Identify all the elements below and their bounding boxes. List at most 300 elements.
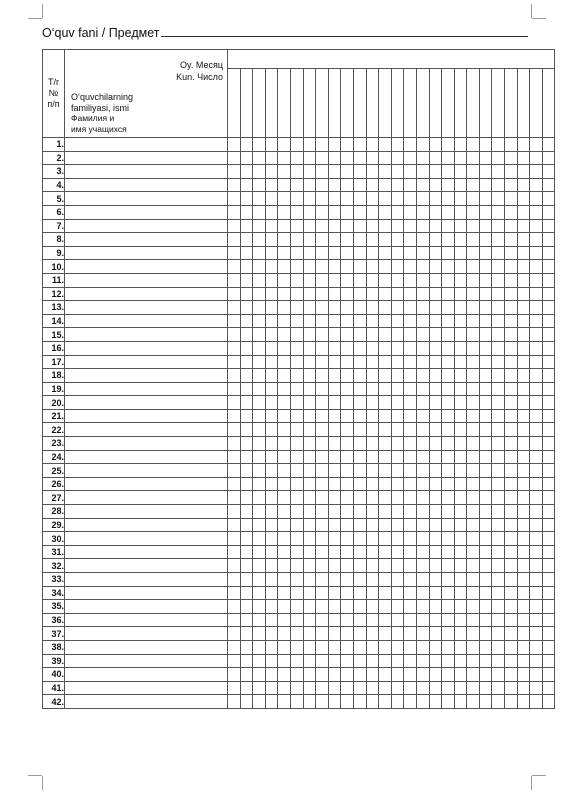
- grade-cell[interactable]: [391, 328, 404, 342]
- grade-cell[interactable]: [479, 532, 492, 546]
- grade-cell[interactable]: [429, 668, 442, 682]
- grade-cell[interactable]: [328, 314, 341, 328]
- grade-cell[interactable]: [391, 355, 404, 369]
- grade-cell[interactable]: [505, 287, 518, 301]
- grade-cell[interactable]: [353, 695, 366, 709]
- grade-cell[interactable]: [492, 165, 505, 179]
- grade-cell[interactable]: [328, 654, 341, 668]
- grade-cell[interactable]: [353, 654, 366, 668]
- grade-cell[interactable]: [228, 273, 241, 287]
- grade-cell[interactable]: [240, 260, 253, 274]
- grade-cell[interactable]: [391, 627, 404, 641]
- grade-cell[interactable]: [353, 260, 366, 274]
- grade-cell[interactable]: [366, 192, 379, 206]
- grade-cell[interactable]: [467, 219, 480, 233]
- grade-cell[interactable]: [265, 668, 278, 682]
- grade-cell[interactable]: [530, 178, 543, 192]
- grade-cell[interactable]: [404, 192, 417, 206]
- grade-cell[interactable]: [341, 409, 354, 423]
- grade-cell[interactable]: [316, 695, 329, 709]
- grade-cell[interactable]: [517, 491, 530, 505]
- grade-cell[interactable]: [542, 328, 555, 342]
- grade-cell[interactable]: [391, 681, 404, 695]
- grade-cell[interactable]: [290, 192, 303, 206]
- student-name-cell[interactable]: [65, 314, 228, 328]
- grade-cell[interactable]: [366, 532, 379, 546]
- student-name-cell[interactable]: [65, 613, 228, 627]
- grade-cell[interactable]: [341, 627, 354, 641]
- grade-cell[interactable]: [290, 165, 303, 179]
- grade-cell[interactable]: [328, 613, 341, 627]
- grade-cell[interactable]: [353, 423, 366, 437]
- grade-cell[interactable]: [265, 681, 278, 695]
- grade-cell[interactable]: [265, 586, 278, 600]
- grade-cell[interactable]: [316, 178, 329, 192]
- grade-cell[interactable]: [290, 138, 303, 152]
- grade-cell[interactable]: [303, 654, 316, 668]
- grade-cell[interactable]: [505, 613, 518, 627]
- grade-cell[interactable]: [353, 273, 366, 287]
- grade-cell[interactable]: [416, 341, 429, 355]
- grade-cell[interactable]: [391, 165, 404, 179]
- grade-cell[interactable]: [404, 246, 417, 260]
- grade-cell[interactable]: [341, 505, 354, 519]
- grade-cell[interactable]: [303, 287, 316, 301]
- grade-cell[interactable]: [467, 328, 480, 342]
- grade-cell[interactable]: [429, 301, 442, 315]
- grade-cell[interactable]: [442, 450, 455, 464]
- grade-cell[interactable]: [517, 505, 530, 519]
- grade-cell[interactable]: [240, 532, 253, 546]
- grade-cell[interactable]: [379, 627, 392, 641]
- grade-cell[interactable]: [442, 600, 455, 614]
- grade-cell[interactable]: [404, 219, 417, 233]
- grade-cell[interactable]: [467, 287, 480, 301]
- grade-cell[interactable]: [429, 586, 442, 600]
- grade-cell[interactable]: [429, 600, 442, 614]
- grade-cell[interactable]: [341, 437, 354, 451]
- grade-cell[interactable]: [290, 396, 303, 410]
- grade-cell[interactable]: [240, 640, 253, 654]
- grade-cell[interactable]: [228, 178, 241, 192]
- grade-cell[interactable]: [505, 382, 518, 396]
- grade-cell[interactable]: [240, 178, 253, 192]
- grade-cell[interactable]: [517, 301, 530, 315]
- grade-cell[interactable]: [467, 192, 480, 206]
- grade-cell[interactable]: [228, 287, 241, 301]
- grade-cell[interactable]: [442, 640, 455, 654]
- grade-cell[interactable]: [517, 287, 530, 301]
- grade-cell[interactable]: [530, 138, 543, 152]
- grade-cell[interactable]: [517, 219, 530, 233]
- grade-cell[interactable]: [542, 246, 555, 260]
- grade-cell[interactable]: [303, 151, 316, 165]
- grade-cell[interactable]: [303, 355, 316, 369]
- grade-cell[interactable]: [416, 369, 429, 383]
- grade-cell[interactable]: [353, 369, 366, 383]
- grade-cell[interactable]: [253, 233, 266, 247]
- grade-cell[interactable]: [278, 586, 291, 600]
- grade-cell[interactable]: [265, 613, 278, 627]
- grade-cell[interactable]: [366, 573, 379, 587]
- grade-cell[interactable]: [265, 491, 278, 505]
- grade-cell[interactable]: [492, 491, 505, 505]
- grade-cell[interactable]: [316, 355, 329, 369]
- grade-cell[interactable]: [240, 382, 253, 396]
- grade-cell[interactable]: [454, 165, 467, 179]
- grade-cell[interactable]: [429, 477, 442, 491]
- grade-cell[interactable]: [517, 695, 530, 709]
- grade-cell[interactable]: [492, 464, 505, 478]
- grade-cell[interactable]: [379, 382, 392, 396]
- grade-cell[interactable]: [228, 314, 241, 328]
- grade-cell[interactable]: [290, 695, 303, 709]
- student-name-cell[interactable]: [65, 165, 228, 179]
- grade-cell[interactable]: [253, 559, 266, 573]
- grade-cell[interactable]: [253, 287, 266, 301]
- grade-cell[interactable]: [505, 600, 518, 614]
- grade-cell[interactable]: [265, 233, 278, 247]
- day-header-cell[interactable]: [253, 69, 266, 138]
- grade-cell[interactable]: [391, 573, 404, 587]
- grade-cell[interactable]: [328, 287, 341, 301]
- grade-cell[interactable]: [404, 341, 417, 355]
- grade-cell[interactable]: [416, 260, 429, 274]
- grade-cell[interactable]: [353, 491, 366, 505]
- grade-cell[interactable]: [328, 545, 341, 559]
- grade-cell[interactable]: [240, 314, 253, 328]
- grade-cell[interactable]: [442, 505, 455, 519]
- grade-cell[interactable]: [530, 205, 543, 219]
- grade-cell[interactable]: [303, 437, 316, 451]
- grade-cell[interactable]: [454, 260, 467, 274]
- grade-cell[interactable]: [228, 627, 241, 641]
- grade-cell[interactable]: [454, 681, 467, 695]
- grade-cell[interactable]: [454, 355, 467, 369]
- grade-cell[interactable]: [542, 355, 555, 369]
- grade-cell[interactable]: [542, 437, 555, 451]
- grade-cell[interactable]: [303, 423, 316, 437]
- grade-cell[interactable]: [454, 695, 467, 709]
- grade-cell[interactable]: [454, 518, 467, 532]
- grade-cell[interactable]: [492, 545, 505, 559]
- grade-cell[interactable]: [442, 151, 455, 165]
- student-name-cell[interactable]: [65, 464, 228, 478]
- grade-cell[interactable]: [530, 423, 543, 437]
- grade-cell[interactable]: [303, 341, 316, 355]
- grade-cell[interactable]: [228, 233, 241, 247]
- grade-cell[interactable]: [416, 382, 429, 396]
- grade-cell[interactable]: [542, 409, 555, 423]
- grade-cell[interactable]: [253, 654, 266, 668]
- grade-cell[interactable]: [278, 178, 291, 192]
- grade-cell[interactable]: [442, 668, 455, 682]
- student-name-cell[interactable]: [65, 409, 228, 423]
- grade-cell[interactable]: [240, 613, 253, 627]
- grade-cell[interactable]: [391, 341, 404, 355]
- grade-cell[interactable]: [328, 138, 341, 152]
- grade-cell[interactable]: [228, 681, 241, 695]
- grade-cell[interactable]: [505, 627, 518, 641]
- grade-cell[interactable]: [454, 246, 467, 260]
- student-name-cell[interactable]: [65, 627, 228, 641]
- grade-cell[interactable]: [328, 586, 341, 600]
- grade-cell[interactable]: [467, 505, 480, 519]
- grade-cell[interactable]: [530, 491, 543, 505]
- grade-cell[interactable]: [542, 640, 555, 654]
- grade-cell[interactable]: [316, 505, 329, 519]
- grade-cell[interactable]: [353, 355, 366, 369]
- grade-cell[interactable]: [278, 573, 291, 587]
- grade-cell[interactable]: [416, 287, 429, 301]
- student-name-cell[interactable]: [65, 681, 228, 695]
- grade-cell[interactable]: [517, 668, 530, 682]
- grade-cell[interactable]: [253, 260, 266, 274]
- grade-cell[interactable]: [479, 409, 492, 423]
- grade-cell[interactable]: [479, 233, 492, 247]
- grade-cell[interactable]: [454, 396, 467, 410]
- grade-cell[interactable]: [303, 409, 316, 423]
- grade-cell[interactable]: [240, 287, 253, 301]
- grade-cell[interactable]: [479, 559, 492, 573]
- grade-cell[interactable]: [316, 396, 329, 410]
- grade-cell[interactable]: [366, 586, 379, 600]
- grade-cell[interactable]: [366, 450, 379, 464]
- grade-cell[interactable]: [404, 559, 417, 573]
- grade-cell[interactable]: [542, 341, 555, 355]
- grade-cell[interactable]: [442, 437, 455, 451]
- grade-cell[interactable]: [379, 532, 392, 546]
- grade-cell[interactable]: [542, 178, 555, 192]
- grade-cell[interactable]: [454, 205, 467, 219]
- grade-cell[interactable]: [479, 477, 492, 491]
- grade-cell[interactable]: [429, 437, 442, 451]
- grade-cell[interactable]: [328, 192, 341, 206]
- grade-cell[interactable]: [341, 559, 354, 573]
- grade-cell[interactable]: [328, 205, 341, 219]
- grade-cell[interactable]: [505, 532, 518, 546]
- grade-cell[interactable]: [228, 573, 241, 587]
- grade-cell[interactable]: [240, 681, 253, 695]
- grade-cell[interactable]: [240, 219, 253, 233]
- grade-cell[interactable]: [265, 437, 278, 451]
- grade-cell[interactable]: [328, 464, 341, 478]
- grade-cell[interactable]: [228, 382, 241, 396]
- grade-cell[interactable]: [240, 301, 253, 315]
- grade-cell[interactable]: [253, 396, 266, 410]
- day-header-cell[interactable]: [467, 69, 480, 138]
- grade-cell[interactable]: [404, 545, 417, 559]
- grade-cell[interactable]: [303, 586, 316, 600]
- grade-cell[interactable]: [341, 287, 354, 301]
- grade-cell[interactable]: [265, 328, 278, 342]
- grade-cell[interactable]: [265, 627, 278, 641]
- grade-cell[interactable]: [391, 205, 404, 219]
- grade-cell[interactable]: [253, 600, 266, 614]
- grade-cell[interactable]: [328, 640, 341, 654]
- grade-cell[interactable]: [316, 192, 329, 206]
- grade-cell[interactable]: [542, 681, 555, 695]
- grade-cell[interactable]: [278, 423, 291, 437]
- grade-cell[interactable]: [416, 477, 429, 491]
- grade-cell[interactable]: [379, 233, 392, 247]
- grade-cell[interactable]: [492, 573, 505, 587]
- grade-cell[interactable]: [353, 532, 366, 546]
- grade-cell[interactable]: [391, 464, 404, 478]
- grade-cell[interactable]: [454, 328, 467, 342]
- grade-cell[interactable]: [379, 600, 392, 614]
- student-name-cell[interactable]: [65, 233, 228, 247]
- grade-cell[interactable]: [517, 464, 530, 478]
- grade-cell[interactable]: [240, 423, 253, 437]
- grade-cell[interactable]: [228, 668, 241, 682]
- grade-cell[interactable]: [542, 695, 555, 709]
- grade-cell[interactable]: [379, 205, 392, 219]
- student-name-cell[interactable]: [65, 246, 228, 260]
- grade-cell[interactable]: [530, 477, 543, 491]
- grade-cell[interactable]: [265, 246, 278, 260]
- day-header-cell[interactable]: [341, 69, 354, 138]
- grade-cell[interactable]: [542, 586, 555, 600]
- grade-cell[interactable]: [479, 613, 492, 627]
- grade-cell[interactable]: [391, 423, 404, 437]
- month-entry-cell[interactable]: [228, 50, 555, 69]
- grade-cell[interactable]: [265, 654, 278, 668]
- grade-cell[interactable]: [278, 287, 291, 301]
- grade-cell[interactable]: [328, 423, 341, 437]
- grade-cell[interactable]: [542, 423, 555, 437]
- grade-cell[interactable]: [316, 668, 329, 682]
- day-header-cell[interactable]: [316, 69, 329, 138]
- grade-cell[interactable]: [265, 423, 278, 437]
- grade-cell[interactable]: [341, 640, 354, 654]
- grade-cell[interactable]: [492, 355, 505, 369]
- grade-cell[interactable]: [303, 192, 316, 206]
- grade-cell[interactable]: [253, 301, 266, 315]
- grade-cell[interactable]: [379, 668, 392, 682]
- grade-cell[interactable]: [530, 518, 543, 532]
- grade-cell[interactable]: [542, 314, 555, 328]
- grade-cell[interactable]: [316, 586, 329, 600]
- grade-cell[interactable]: [467, 654, 480, 668]
- grade-cell[interactable]: [379, 355, 392, 369]
- grade-cell[interactable]: [492, 600, 505, 614]
- grade-cell[interactable]: [379, 586, 392, 600]
- grade-cell[interactable]: [517, 559, 530, 573]
- grade-cell[interactable]: [353, 613, 366, 627]
- grade-cell[interactable]: [265, 532, 278, 546]
- grade-cell[interactable]: [416, 437, 429, 451]
- grade-cell[interactable]: [517, 545, 530, 559]
- grade-cell[interactable]: [353, 573, 366, 587]
- grade-cell[interactable]: [404, 518, 417, 532]
- grade-cell[interactable]: [442, 532, 455, 546]
- grade-cell[interactable]: [404, 477, 417, 491]
- grade-cell[interactable]: [479, 423, 492, 437]
- grade-cell[interactable]: [404, 668, 417, 682]
- grade-cell[interactable]: [517, 477, 530, 491]
- grade-cell[interactable]: [492, 138, 505, 152]
- grade-cell[interactable]: [341, 138, 354, 152]
- grade-cell[interactable]: [505, 477, 518, 491]
- grade-cell[interactable]: [416, 681, 429, 695]
- grade-cell[interactable]: [353, 586, 366, 600]
- grade-cell[interactable]: [442, 355, 455, 369]
- student-name-cell[interactable]: [65, 654, 228, 668]
- grade-cell[interactable]: [228, 219, 241, 233]
- day-header-cell[interactable]: [265, 69, 278, 138]
- grade-cell[interactable]: [278, 246, 291, 260]
- grade-cell[interactable]: [278, 627, 291, 641]
- grade-cell[interactable]: [542, 532, 555, 546]
- grade-cell[interactable]: [353, 600, 366, 614]
- grade-cell[interactable]: [416, 668, 429, 682]
- grade-cell[interactable]: [404, 681, 417, 695]
- student-name-cell[interactable]: [65, 151, 228, 165]
- grade-cell[interactable]: [379, 681, 392, 695]
- day-header-cell[interactable]: [278, 69, 291, 138]
- grade-cell[interactable]: [228, 640, 241, 654]
- grade-cell[interactable]: [517, 328, 530, 342]
- grade-cell[interactable]: [379, 396, 392, 410]
- grade-cell[interactable]: [379, 423, 392, 437]
- grade-cell[interactable]: [316, 450, 329, 464]
- day-header-cell[interactable]: [442, 69, 455, 138]
- grade-cell[interactable]: [429, 573, 442, 587]
- grade-cell[interactable]: [303, 613, 316, 627]
- grade-cell[interactable]: [505, 409, 518, 423]
- grade-cell[interactable]: [328, 627, 341, 641]
- grade-cell[interactable]: [341, 532, 354, 546]
- grade-cell[interactable]: [303, 450, 316, 464]
- student-name-cell[interactable]: [65, 559, 228, 573]
- grade-cell[interactable]: [316, 627, 329, 641]
- grade-cell[interactable]: [328, 573, 341, 587]
- grade-cell[interactable]: [505, 396, 518, 410]
- grade-cell[interactable]: [278, 695, 291, 709]
- grade-cell[interactable]: [479, 505, 492, 519]
- grade-cell[interactable]: [240, 328, 253, 342]
- grade-cell[interactable]: [253, 382, 266, 396]
- grade-cell[interactable]: [341, 151, 354, 165]
- grade-cell[interactable]: [429, 287, 442, 301]
- grade-cell[interactable]: [429, 695, 442, 709]
- grade-cell[interactable]: [253, 246, 266, 260]
- grade-cell[interactable]: [454, 423, 467, 437]
- grade-cell[interactable]: [479, 640, 492, 654]
- grade-cell[interactable]: [442, 165, 455, 179]
- grade-cell[interactable]: [505, 151, 518, 165]
- grade-cell[interactable]: [505, 464, 518, 478]
- grade-cell[interactable]: [303, 138, 316, 152]
- grade-cell[interactable]: [240, 464, 253, 478]
- grade-cell[interactable]: [416, 233, 429, 247]
- grade-cell[interactable]: [429, 205, 442, 219]
- grade-cell[interactable]: [454, 505, 467, 519]
- grade-cell[interactable]: [265, 287, 278, 301]
- grade-cell[interactable]: [278, 613, 291, 627]
- grade-cell[interactable]: [442, 518, 455, 532]
- grade-cell[interactable]: [379, 464, 392, 478]
- student-name-cell[interactable]: [65, 532, 228, 546]
- grade-cell[interactable]: [530, 301, 543, 315]
- grade-cell[interactable]: [542, 491, 555, 505]
- grade-cell[interactable]: [303, 545, 316, 559]
- grade-cell[interactable]: [505, 545, 518, 559]
- grade-cell[interactable]: [429, 165, 442, 179]
- grade-cell[interactable]: [505, 559, 518, 573]
- grade-cell[interactable]: [454, 573, 467, 587]
